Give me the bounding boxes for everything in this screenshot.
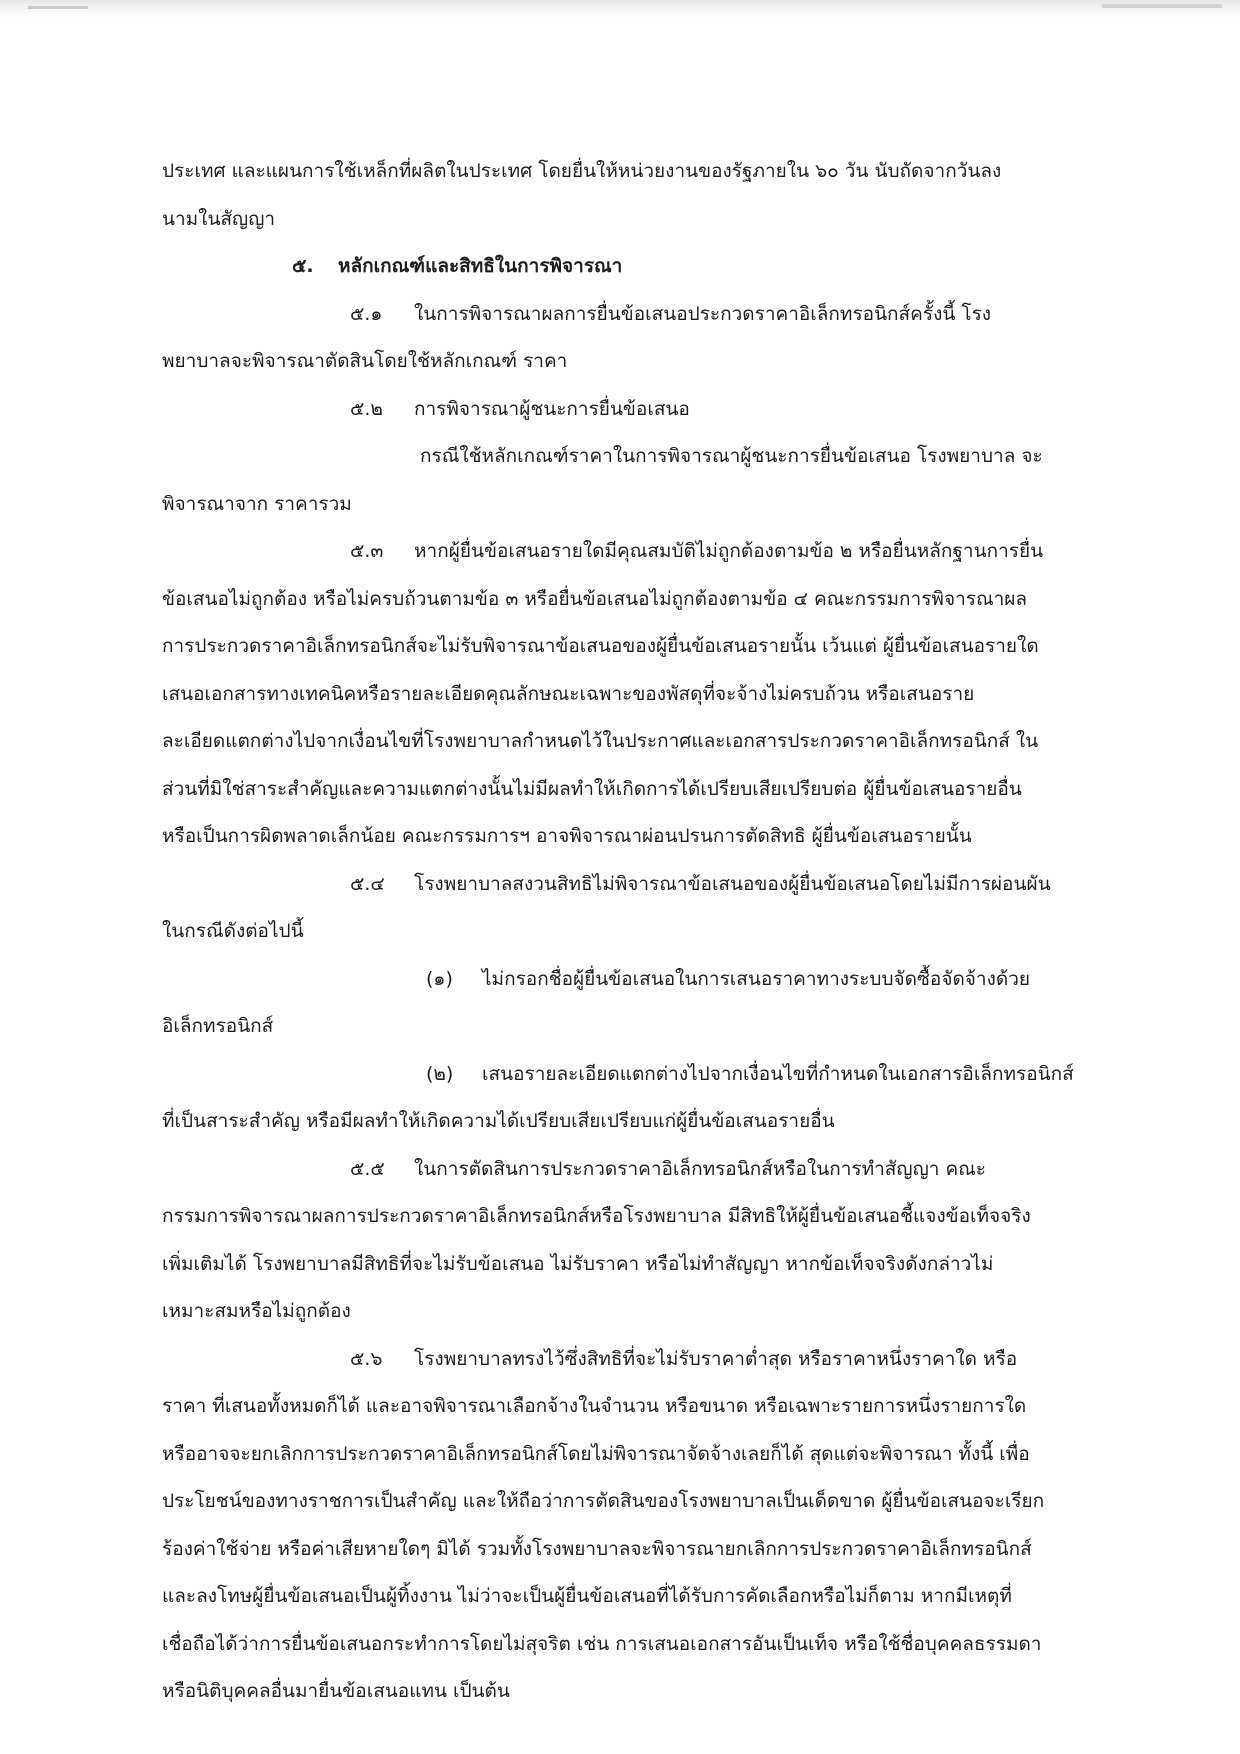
paragraph-line: ในกรณีดังต่อไปนี้ xyxy=(162,920,304,942)
section-title: หลักเกณฑ์และสิทธิในการพิจารณา xyxy=(338,255,623,277)
paragraph-line: ที่เป็นสาระสำคัญ หรือมีผลทำให้เกิดความได้เปรียบเสียเปรียบแก่ผู้ยื่นข้อเสนอรายอื่น xyxy=(162,1110,835,1132)
clause-text: ในการพิจารณาผลการยื่นข้อเสนอประกวดราคาอิเล็กทรอนิกส์ครั้งนี้ โรง xyxy=(414,302,992,325)
paragraph-line: ละเอียดแตกต่างไปจากเงื่อนไขที่โรงพยาบาลกำหนดไว้ในประกาศและเอกสารประกวดราคาอิเล็กทรอนิกส์ ใน xyxy=(162,730,1039,752)
paragraph-line: เพิ่มเติมได้ โรงพยาบาลมีสิทธิที่จะไม่รับข้อเสนอ ไม่รับราคา หรือไม่ทำสัญญา หากข้อเท็จจริงดังกล่าวไม่ xyxy=(162,1252,994,1275)
paragraph-line: การประกวดราคาอิเล็กทรอนิกส์จะไม่รับพิจารณาข้อเสนอของผู้ยื่นข้อเสนอรายนั้น เว้นแต่ ผู้ยื่นข้อเสนอรายใด xyxy=(162,635,1039,657)
clause-text: โรงพยาบาลสงวนสิทธิไม่พิจารณาข้อเสนอของผู้ยื่นข้อเสนอโดยไม่มีการผ่อนผัน xyxy=(414,872,1051,895)
clause-text: ในการตัดสินการประกวดราคาอิเล็กทรอนิกส์หรือในการทำสัญญา คณะ xyxy=(414,1157,987,1180)
item-text: ไม่กรอกชื่อผู้ยื่นข้อเสนอในการเสนอราคาทางระบบจัดซื้อจัดจ้างด้วย xyxy=(482,967,1031,990)
clause-number: ๕.๕ xyxy=(350,1157,385,1180)
paragraph-line: และลงโทษผู้ยื่นข้อเสนอเป็นผู้ทิ้งงาน ไม่ว่าจะเป็นผู้ยื่นข้อเสนอที่ได้รับการคัดเลือกหรือไม่ก็ตาม หากมีเหตุที่ xyxy=(162,1585,1012,1607)
clause-number: ๕.๑ xyxy=(350,302,383,325)
paragraph-line: กรณีใช้หลักเกณฑ์ราคาในการพิจารณาผู้ชนะการยื่นข้อเสนอ โรงพยาบาล จะ xyxy=(420,445,1043,467)
sub-item-1 xyxy=(162,956,1122,1004)
paragraph-line: นามในสัญญา xyxy=(162,207,276,230)
clause-5-5 xyxy=(162,1146,1122,1194)
clause-5-4 xyxy=(162,861,1122,909)
paragraph-line: เหมาะสมหรือไม่ถูกต้อง xyxy=(162,1300,351,1322)
paragraph-line: หรือนิติบุคคลอื่นมายื่นข้อเสนอแทน เป็นต้น xyxy=(162,1680,510,1702)
paragraph-line: พิจารณาจาก ราคารวม xyxy=(162,492,352,515)
clause-text: หากผู้ยื่นข้อเสนอรายใดมีคุณสมบัติไม่ถูกต้องตามข้อ ๒ หรือยื่นหลักฐานการยื่น xyxy=(414,540,1044,562)
scan-mark-right xyxy=(1102,4,1222,8)
item-text: เสนอรายละเอียดแตกต่างไปจากเงื่อนไขที่กำหนดในเอกสารอิเล็กทรอนิกส์ xyxy=(482,1062,1074,1085)
clause-5-3 xyxy=(162,528,1122,576)
paragraph-line: ประเทศ และแผนการใช้เหล็กที่ผลิตในประเทศ โดยยื่นให้หน่วยงานของรัฐภายใน ๖๐ วัน นับถัดจากวันลง xyxy=(162,160,1002,182)
clause-text: การพิจารณาผู้ชนะการยื่นข้อเสนอ xyxy=(414,397,690,420)
clause-number: ๕.๓ xyxy=(350,540,384,562)
paragraph-line: หรือเป็นการผิดพลาดเล็กน้อย คณะกรรมการฯ อาจพิจารณาผ่อนปรนการตัดสิทธิ ผู้ยื่นข้อเสนอรายนั้น xyxy=(162,825,972,847)
clause-5-1 xyxy=(162,291,1122,339)
section-heading xyxy=(162,243,1122,291)
clause-number: ๕.๒ xyxy=(350,397,383,420)
paragraph-line: พยาบาลจะพิจารณาตัดสินโดยใช้หลักเกณฑ์ ราคา xyxy=(162,350,568,372)
paragraph-line: ประโยชน์ของทางราชการเป็นสำคัญ และให้ถือว่าการตัดสินของโรงพยาบาลเป็นเด็ดขาด ผู้ยื่นข้อเสนอจะเรียก xyxy=(162,1490,1045,1512)
paragraph-line: ข้อเสนอไม่ถูกต้อง หรือไม่ครบถ้วนตามข้อ ๓ หรือยื่นข้อเสนอไม่ถูกต้องตามข้อ ๔ คณะกรรมการพิจารณาผล xyxy=(162,587,1028,610)
section-number: ๕. xyxy=(292,255,314,277)
paragraph-line: ราคา ที่เสนอทั้งหมดก็ได้ และอาจพิจารณาเลือกจ้างในจำนวน หรือขนาด หรือเฉพาะรายการหนึ่งรายการใด xyxy=(162,1395,1027,1417)
clause-5-6 xyxy=(162,1336,1122,1384)
item-number: (๑) xyxy=(426,967,453,990)
document-body xyxy=(162,148,1122,1716)
item-number: (๒) xyxy=(426,1062,454,1085)
sub-item-2 xyxy=(162,1051,1122,1099)
paragraph-line: กรรมการพิจารณาผลการประกวดราคาอิเล็กทรอนิกส์หรือโรงพยาบาล มีสิทธิให้ผู้ยื่นข้อเสนอชี้แจงข้อเท็จจริง xyxy=(162,1205,1031,1227)
paragraph-line: ส่วนที่มิใช่สาระสำคัญและความแตกต่างนั้นไม่มีผลทำให้เกิดการได้เปรียบเสียเปรียบต่อ ผู้ยื่นข้อเสนอรายอื่น xyxy=(162,777,1022,800)
scan-edge-top xyxy=(0,0,1240,18)
paragraph-line: เชื่อถือได้ว่าการยื่นข้อเสนอกระทำการโดยไม่สุจริต เช่น การเสนอเอกสารอันเป็นเท็จ หรือใช้ชื่อบุคคลธรรมดา xyxy=(162,1632,1042,1655)
paragraph-line: เสนอเอกสารทางเทคนิคหรือรายละเอียดคุณลักษณะเฉพาะของพัสดุที่จะจ้างไม่ครบถ้วน หรือเสนอราย xyxy=(162,682,975,705)
clause-number: ๕.๔ xyxy=(350,872,385,895)
paragraph-line: ร้องค่าใช้จ่าย หรือค่าเสียหายใดๆ มิได้ รวมทั้งโรงพยาบาลจะพิจารณายกเลิกการประกวดราคาอิเล็กทรอนิกส์ xyxy=(162,1537,1032,1560)
scan-mark-left xyxy=(28,6,88,9)
paragraph-line: หรืออาจจะยกเลิกการประกวดราคาอิเล็กทรอนิกส์โดยไม่พิจารณาจัดจ้างเลยก็ได้ สุดแต่จะพิจารณา ทั้งนี้ เพื่อ xyxy=(162,1442,1030,1465)
clause-text: โรงพยาบาลทรงไว้ซึ่งสิทธิที่จะไม่รับราคาต่ำสุด หรือราคาหนึ่งราคาใด หรือ xyxy=(414,1347,1018,1370)
paragraph-line: อิเล็กทรอนิกส์ xyxy=(162,1015,274,1037)
clause-number: ๕.๖ xyxy=(350,1347,383,1370)
clause-5-2 xyxy=(162,386,1122,434)
